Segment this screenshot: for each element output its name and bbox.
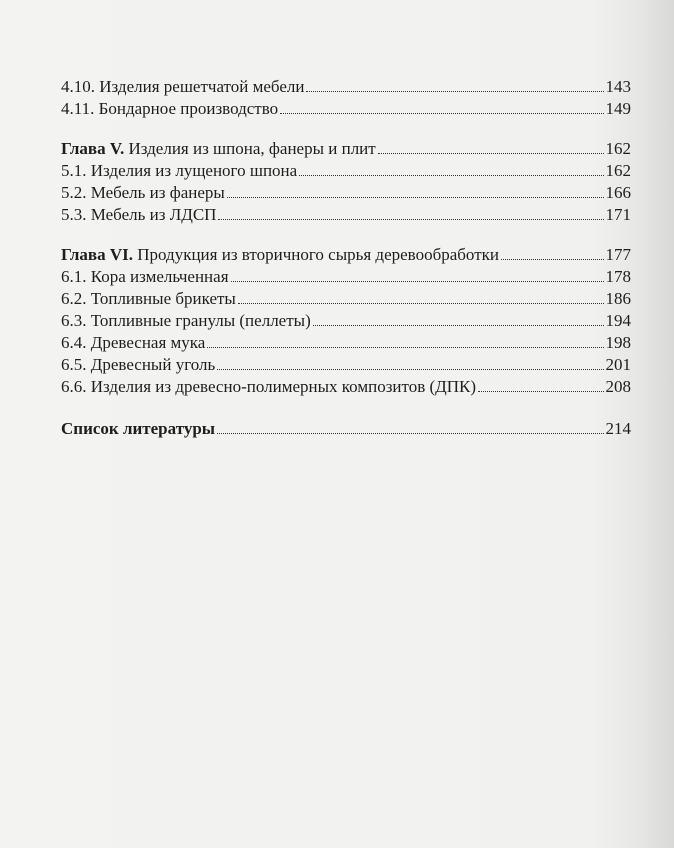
table-of-contents [61, 76, 631, 440]
dot-leader [218, 219, 603, 220]
toc-entry [61, 332, 631, 354]
toc-entry-title: 6.6. Изделия из древесно-полимерных композитов (ДПК) [61, 377, 477, 396]
dot-leader [478, 391, 603, 392]
toc-entry-title: 4.10. Изделия решетчатой мебели [61, 77, 305, 96]
toc-entry-page: 186 [605, 289, 631, 308]
dot-leader [501, 259, 604, 260]
chapter-label: Глава VI. [61, 245, 134, 264]
toc-entry-title: 6.4. Древесная мука [61, 333, 206, 352]
dot-leader [217, 433, 603, 434]
toc-entry-title: 6.1. Кора измельченная [61, 267, 229, 286]
toc-entry-page: 162 [605, 161, 631, 180]
toc-entry-title: 5.2. Мебель из фанеры [61, 183, 225, 202]
toc-entry [61, 182, 631, 204]
toc-entry [61, 160, 631, 182]
toc-entry-page: 143 [605, 77, 631, 96]
toc-entry-title: 4.11. Бондарное производство [61, 99, 279, 118]
dot-leader [231, 281, 604, 282]
chapter-label: Глава V. [61, 139, 125, 158]
toc-entry-page: 208 [605, 377, 631, 396]
toc-entry-title: 6.3. Топливные гранулы (пеллеты) [61, 311, 311, 330]
references-title: Список литературы [61, 419, 216, 438]
toc-entry [61, 204, 631, 226]
dot-leader [280, 113, 603, 114]
toc-entry [61, 76, 631, 98]
toc-entry-page: 198 [605, 333, 631, 352]
toc-entry-page: 201 [605, 355, 631, 374]
toc-chapter-title [61, 138, 376, 160]
toc-chapter-v [61, 138, 631, 160]
toc-entry-title: 6.2. Топливные брикеты [61, 289, 236, 308]
toc-entry [61, 376, 631, 398]
toc-entry-page: 214 [605, 419, 631, 438]
chapter-name: Изделия из шпона, фанеры и плит [124, 139, 376, 158]
toc-entry [61, 98, 631, 120]
toc-entry [61, 310, 631, 332]
toc-entry-page: 166 [605, 183, 631, 202]
toc-references [61, 418, 631, 440]
dot-leader [238, 303, 604, 304]
dot-leader [313, 325, 604, 326]
toc-entry-title: 5.3. Мебель из ЛДСП [61, 205, 217, 224]
toc-entry-title: 6.5. Древесный уголь [61, 355, 216, 374]
toc-chapter-title [61, 244, 499, 266]
toc-chapter-vi [61, 244, 631, 266]
dot-leader [217, 369, 603, 370]
toc-entry-title: 5.1. Изделия из лущеного шпона [61, 161, 298, 180]
toc-entry-page: 177 [605, 245, 631, 264]
toc-entry [61, 288, 631, 310]
toc-entry [61, 354, 631, 376]
dot-leader [378, 153, 604, 154]
toc-entry-page: 178 [605, 267, 631, 286]
dot-leader [227, 197, 604, 198]
toc-entry [61, 266, 631, 288]
toc-entry-page: 149 [605, 99, 631, 118]
chapter-name: Продукция из вторичного сырья деревообработки [133, 245, 499, 264]
dot-leader [299, 175, 603, 176]
toc-entry-page: 171 [605, 205, 631, 224]
toc-entry-page: 194 [605, 311, 631, 330]
dot-leader [306, 91, 603, 92]
toc-entry-page: 162 [605, 139, 631, 158]
dot-leader [207, 347, 603, 348]
